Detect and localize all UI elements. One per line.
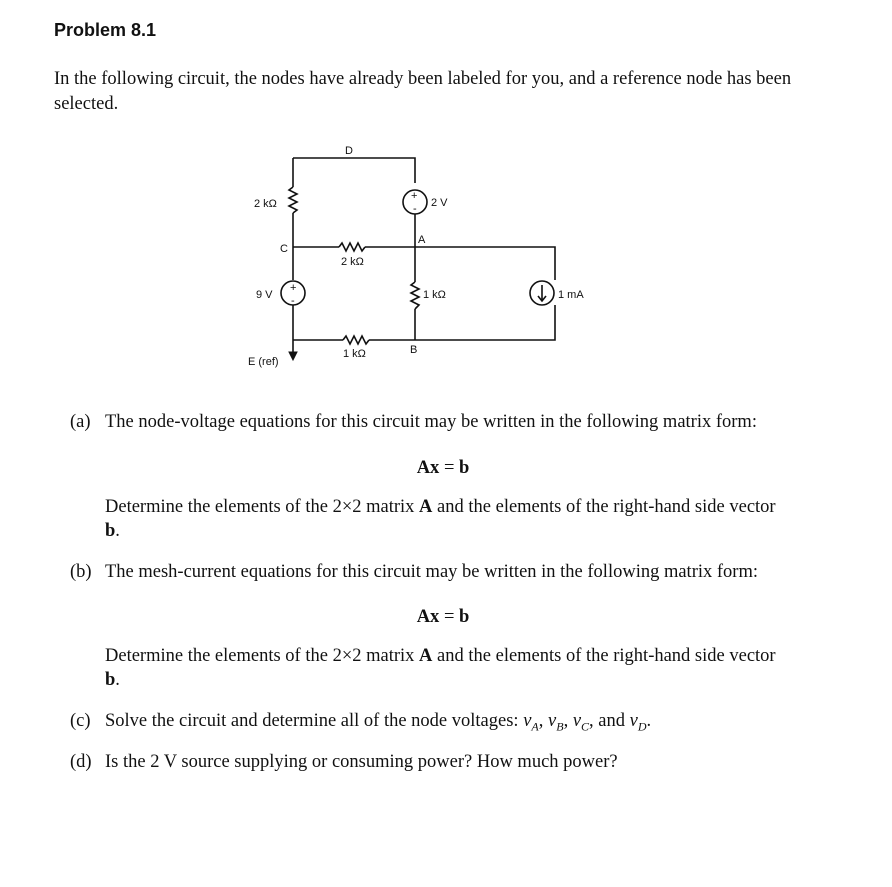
label-vsrc-left: 9 V bbox=[256, 289, 273, 301]
ground-arrow-icon bbox=[289, 352, 297, 360]
wire-c-to-a bbox=[365, 247, 555, 280]
part-b-text: The mesh-current equations for this circuit may be written in the following matrix form: bbox=[105, 562, 758, 582]
part-b-equation: Ax = b bbox=[416, 607, 470, 627]
circuit-diagram bbox=[0, 0, 892, 400]
resistor-2k-left bbox=[289, 187, 297, 213]
label-r-mid: 2 kΩ bbox=[341, 256, 364, 268]
part-a-equation: Ax = b bbox=[416, 458, 470, 478]
label-node-d: D bbox=[345, 145, 353, 157]
plus-sign-2v: + bbox=[411, 190, 418, 202]
part-a-label: (a) bbox=[70, 412, 91, 432]
label-node-a: A bbox=[418, 234, 426, 246]
intro-paragraph: In the following circuit, the nodes have already been labeled for you, and a reference node has been selected. bbox=[54, 69, 792, 114]
label-r-vertical: 1 kΩ bbox=[423, 289, 446, 301]
label-node-c: C bbox=[280, 243, 288, 255]
part-a-determine: Determine the elements of the 2×2 matrix A and the elements of the right-hand side vector b. bbox=[105, 497, 776, 541]
label-r-bottom: 1 kΩ bbox=[343, 348, 366, 360]
problem-title: Problem 8.1 bbox=[54, 20, 157, 40]
resistor-1k-vertical bbox=[411, 282, 419, 309]
plus-sign-9v: + bbox=[290, 282, 297, 294]
resistor-2k-mid bbox=[339, 243, 365, 251]
label-node-b: B bbox=[410, 344, 418, 356]
minus-sign-9v: - bbox=[291, 295, 295, 307]
resistor-1k-bottom bbox=[343, 336, 369, 344]
part-c-label: (c) bbox=[70, 711, 91, 731]
wire-node-d bbox=[293, 158, 415, 183]
part-d-label: (d) bbox=[70, 752, 92, 772]
label-r-left: 2 kΩ bbox=[254, 198, 277, 210]
current-arrow bbox=[538, 285, 546, 301]
part-c-text: Solve the circuit and determine all of the node voltages: $v_A$, $v_B$, $v_C$, and $v_D$. bbox=[105, 711, 652, 734]
label-node-e: E (ref) bbox=[248, 356, 279, 368]
part-a-text: The node-voltage equations for this circuit may be written in the following matrix form: bbox=[105, 412, 757, 432]
part-b-label: (b) bbox=[70, 562, 92, 582]
part-b-determine: Determine the elements of the 2×2 matrix A and the elements of the right-hand side vector b. bbox=[105, 646, 776, 690]
part-d-text: Is the 2 V source supplying or consuming power? How much power? bbox=[105, 752, 618, 772]
wire-bottom-right bbox=[369, 305, 555, 340]
minus-sign-2v: - bbox=[413, 203, 417, 215]
label-vsrc-top: 2 V bbox=[431, 197, 448, 209]
label-isrc: 1 mA bbox=[558, 289, 584, 301]
